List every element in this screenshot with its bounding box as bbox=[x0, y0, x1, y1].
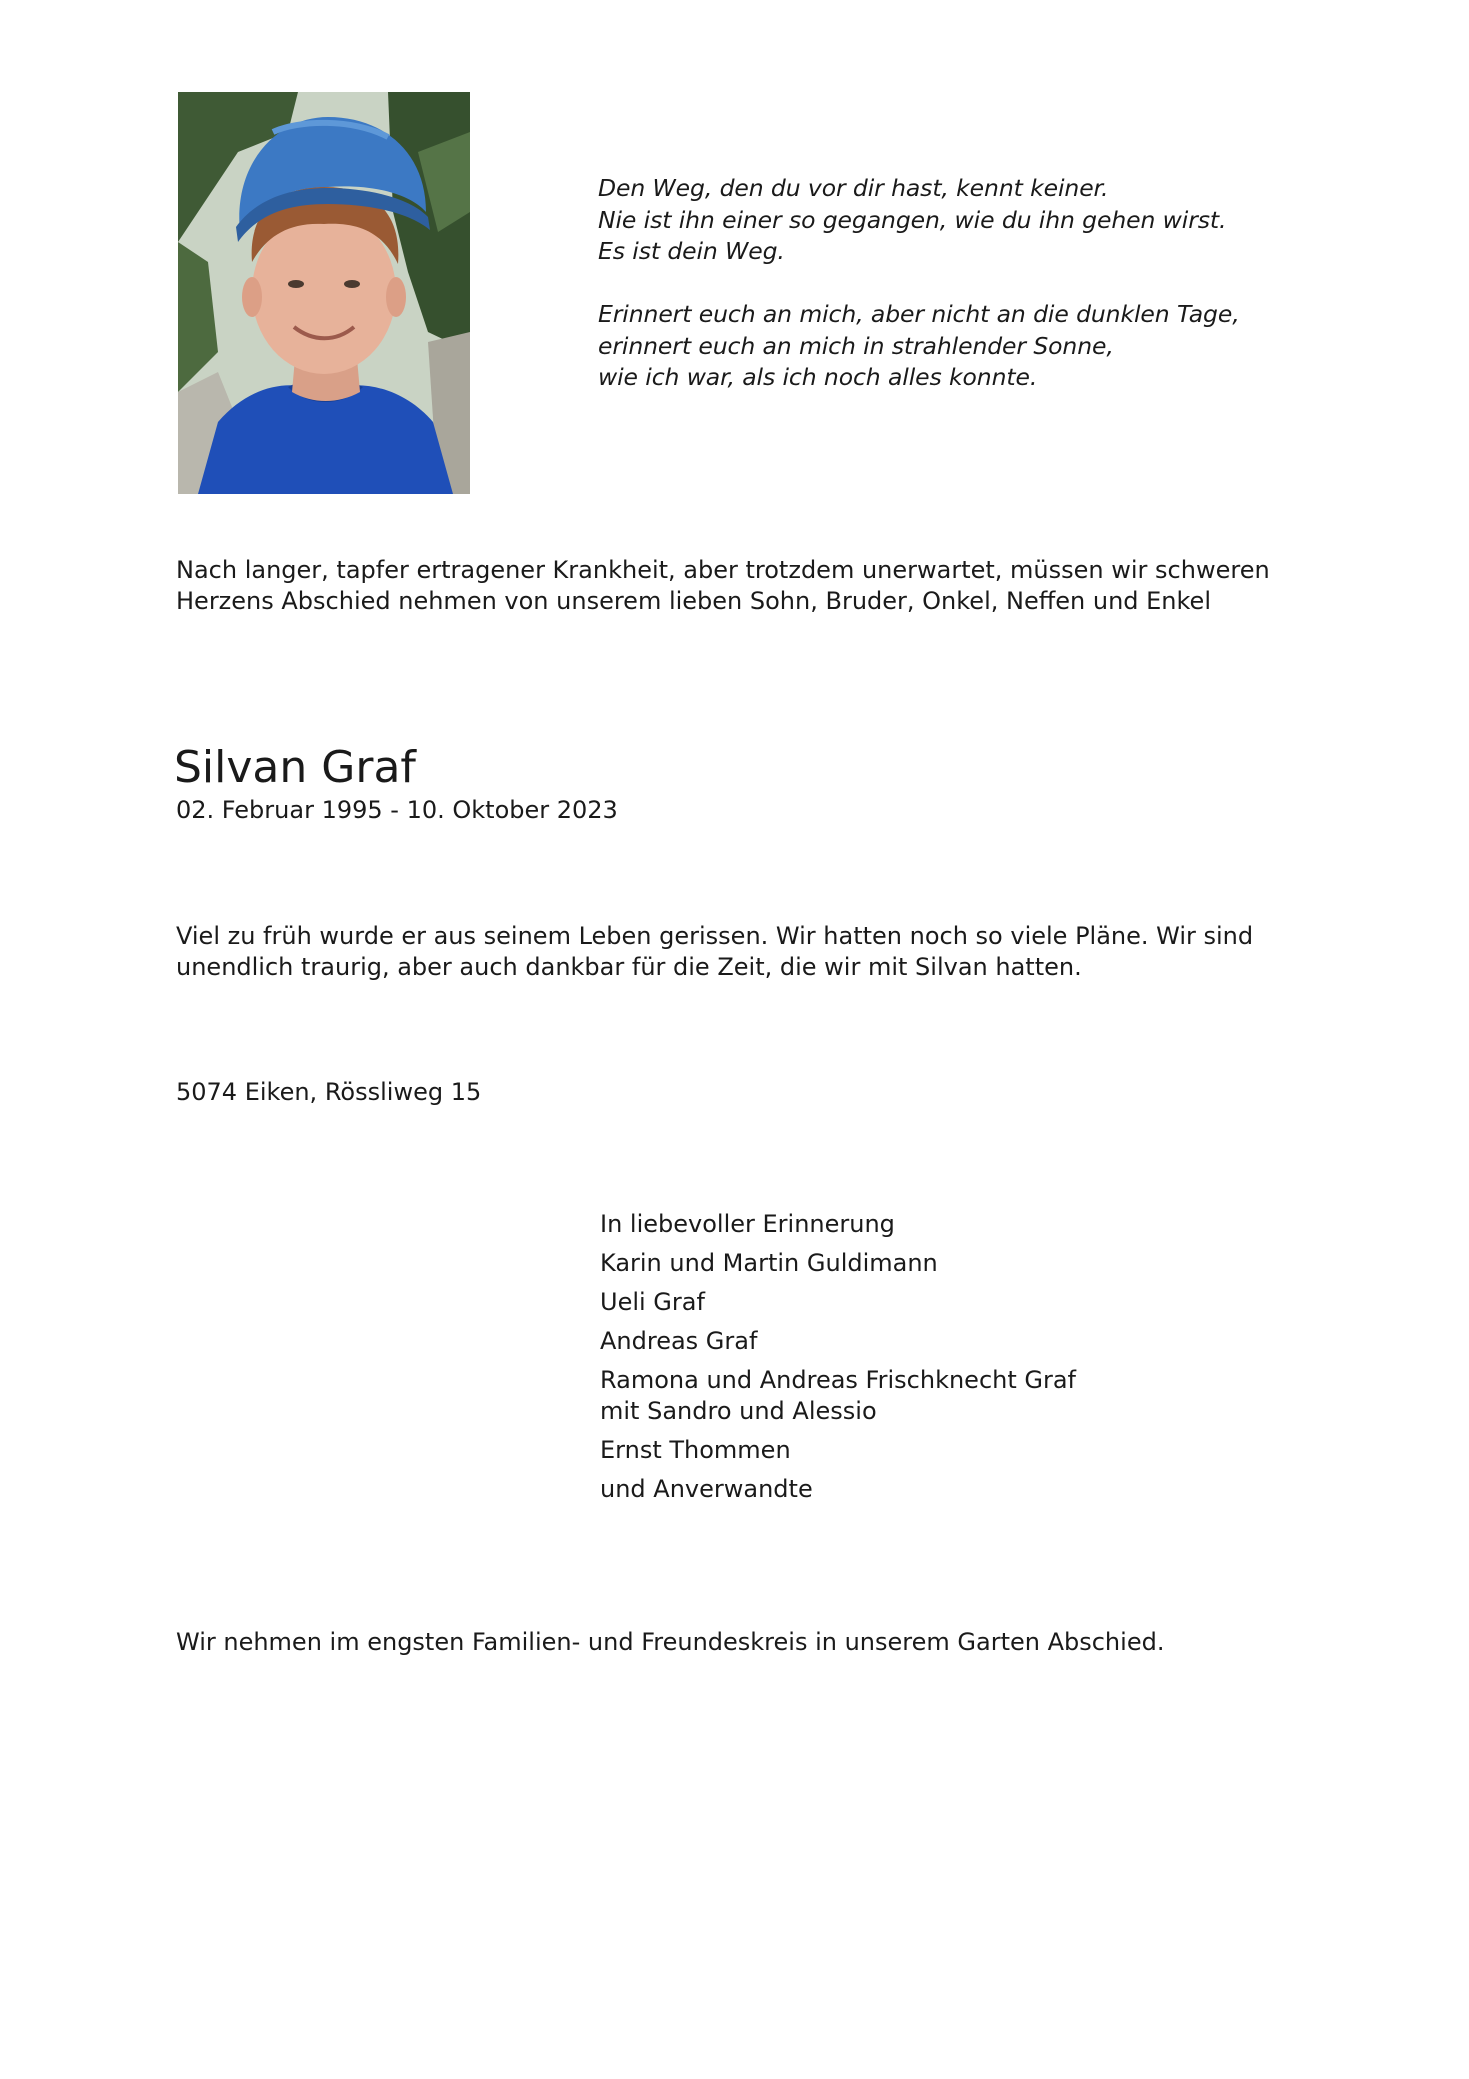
address: 5074 Eiken, Rössliweg 15 bbox=[176, 1078, 482, 1106]
poem-line: Nie ist ihn einer so gegangen, wie du ihn gehen wirst. bbox=[598, 205, 1227, 234]
poem-line: wie ich war, als ich noch alles konnte. bbox=[598, 363, 1038, 391]
poem bbox=[598, 173, 1358, 394]
mourner-name: und Anverwandte bbox=[600, 1475, 813, 1503]
mourner-name: Andreas Graf bbox=[600, 1327, 758, 1355]
mourner-name: Ueli Graf bbox=[600, 1288, 705, 1316]
poem-line: Es ist dein Weg. bbox=[598, 237, 785, 265]
closing-text: Wir nehmen im engsten Familien- und Freundeskreis in unserem Garten Abschied. bbox=[176, 1628, 1165, 1656]
poem-line: Erinnert euch an mich, aber nicht an die dunklen Tage, bbox=[598, 300, 1240, 328]
mourner-name: Karin und Martin Guldimann bbox=[600, 1249, 938, 1277]
mourner-name: mit Sandro und Alessio bbox=[600, 1397, 877, 1425]
poem-line: Den Weg, den du vor dir hast, kennt keiner. bbox=[598, 174, 1109, 202]
mourner-name: Ramona und Andreas Frischknecht Graf bbox=[600, 1366, 1077, 1394]
mourner-name: Ernst Thommen bbox=[600, 1436, 791, 1464]
mourners-heading: In liebevoller Erinnerung bbox=[600, 1210, 895, 1238]
deceased-name: Silvan Graf bbox=[174, 742, 416, 793]
poem-line: erinnert euch an mich in strahlender Sonne, bbox=[598, 331, 1114, 360]
life-dates: 02. Februar 1995 - 10. Oktober 2023 bbox=[176, 796, 618, 824]
mourners-list bbox=[600, 1209, 1300, 1513]
portrait-photo bbox=[178, 92, 470, 494]
intro-text: Nach langer, tapfer ertragener Krankheit, aber trotzdem unerwartet, müssen wir schweren Herzens Abschied nehmen von unserem lieben Sohn, Bruder, Onkel, Neffen und Enkel bbox=[176, 556, 1270, 615]
tribute-text: Viel zu früh wurde er aus seinem Leben gerissen. Wir hatten noch so viele Pläne. Wir sind unendlich traurig, aber auch dankbar für die Zeit, die wir mit Silvan hatten. bbox=[176, 922, 1254, 981]
stanza-gap bbox=[598, 268, 1358, 300]
